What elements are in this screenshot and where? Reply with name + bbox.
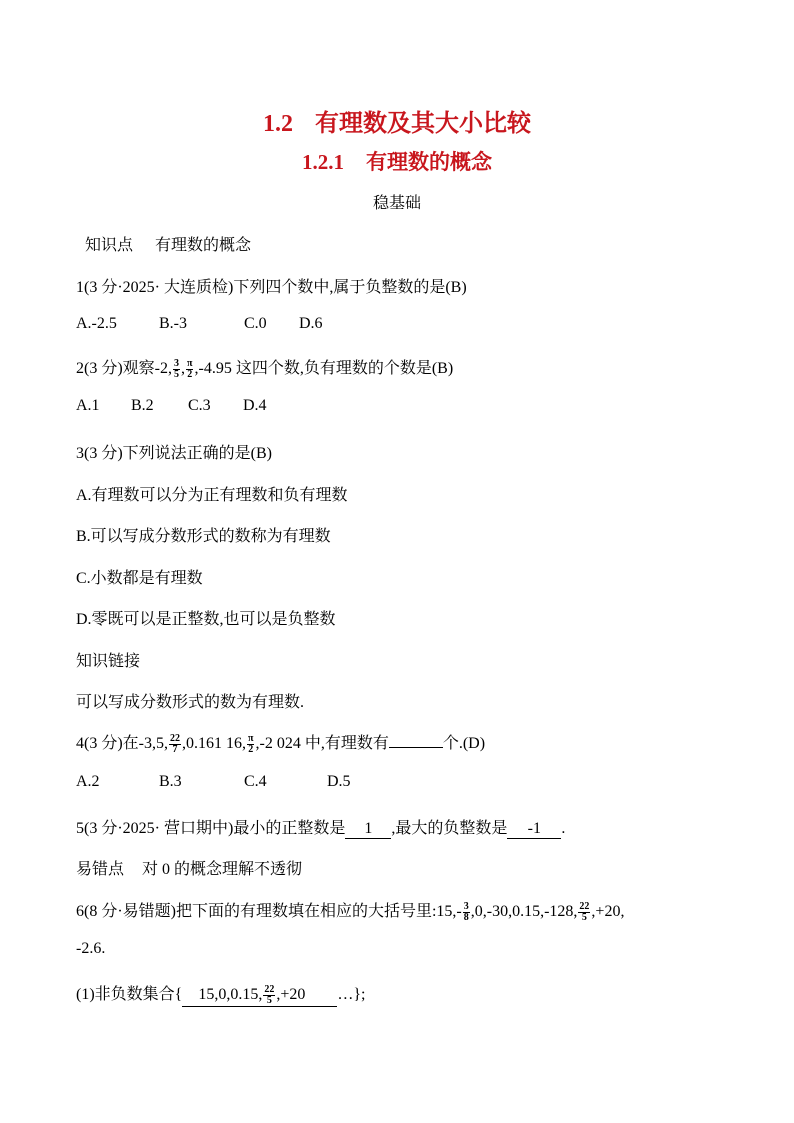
fraction-denominator: 2	[187, 368, 193, 380]
question-6-middle: ,0,-30,0.15,-128,	[470, 903, 578, 920]
section-title	[0, 103, 794, 138]
separator: ,	[181, 360, 185, 377]
fraction-numerator: π	[187, 357, 193, 369]
answer-blank-1: 1	[345, 820, 391, 839]
fraction-numerator: 22	[264, 983, 275, 995]
question-2-stem	[76, 355, 453, 380]
question-6-stem	[76, 898, 624, 923]
option-c: C.0	[244, 315, 267, 332]
question-4-suffix: ,-2 024 中,有理数有	[255, 735, 389, 752]
fraction-numerator: 3	[174, 357, 179, 369]
error-point-topic: 对 0 的概念理解不透彻	[142, 861, 303, 878]
question-3-option-d: D.零既可以是正整数,也可以是负整数	[76, 611, 336, 628]
question-6-line2: -2.6.	[76, 940, 106, 957]
level-heading: 稳基础	[372, 195, 421, 212]
knowledge-point-topic: 有理数的概念	[155, 237, 252, 254]
fraction	[263, 985, 275, 1006]
knowledge-point-label: 知识点	[85, 237, 134, 254]
fraction-numerator: 3	[463, 900, 469, 912]
option-a: A.-2.5	[76, 315, 117, 332]
fraction	[169, 734, 181, 755]
error-point-heading	[76, 856, 302, 879]
question-6-suffix: ,+20,	[591, 903, 625, 920]
subsection-title-text: 有理数的概念	[366, 150, 492, 174]
sub1-end: …};	[337, 986, 366, 1003]
option-b: B.3	[159, 773, 182, 790]
answer-part-b: ,+20	[276, 986, 306, 1003]
fraction-denominator: 7	[172, 743, 178, 755]
subsection-number: 1.2.1	[302, 150, 344, 174]
fraction-denominator: 5	[266, 994, 272, 1006]
subsection-title	[0, 146, 794, 176]
fraction-denominator: 8	[463, 911, 469, 923]
fraction	[578, 902, 590, 923]
question-5-part1: 5(3 分·2025· 营口期中)最小的正整数是	[76, 820, 346, 837]
option-b: B.-3	[159, 315, 187, 332]
question-2-suffix: ,-4.95 这四个数,负有理数的个数是(B)	[194, 360, 454, 377]
option-a: A.2	[76, 773, 100, 790]
knowledge-point-heading	[85, 232, 251, 255]
option-d: D.4	[243, 397, 267, 414]
question-4-prefix: 4(3 分)在-3,5,	[76, 735, 168, 752]
fraction-numerator: 22	[170, 732, 180, 744]
knowledge-link-text: 可以写成分数形式的数为有理数.	[76, 694, 305, 711]
knowledge-link-label: 知识链接	[76, 653, 141, 670]
option-b: B.2	[131, 397, 154, 414]
option-d: D.5	[327, 773, 351, 790]
fraction	[247, 734, 254, 755]
question-4-end: 个.(D)	[442, 735, 486, 752]
question-3-option-a: A.有理数可以分为正有理数和负有理数	[76, 487, 348, 504]
question-5-end: .	[561, 820, 566, 837]
question-3-option-c: C.小数都是有理数	[76, 570, 203, 587]
question-4-options	[76, 773, 351, 791]
fraction-denominator: 5	[581, 911, 587, 923]
question-6-sub1	[76, 981, 366, 1007]
question-4-stem	[76, 730, 485, 755]
option-c: C.3	[188, 397, 211, 414]
question-5-part2: ,最大的负整数是	[391, 820, 508, 837]
fraction	[463, 902, 470, 923]
option-c: C.4	[244, 773, 267, 790]
option-d: D.6	[299, 315, 323, 332]
question-2-prefix: 2(3 分)观察-2,	[76, 360, 172, 377]
question-3-option-b: B.可以写成分数形式的数称为有理数	[76, 528, 331, 545]
question-1-stem: 1(3 分·2025· 大连质检)下列四个数中,属于负整数的是(B)	[76, 279, 467, 296]
fraction	[173, 359, 180, 380]
question-2-options	[76, 397, 267, 415]
fraction-numerator: π	[248, 732, 254, 744]
answer-blank-2: -1	[507, 820, 561, 839]
answer-blank	[182, 985, 337, 1007]
question-3-stem: 3(3 分)下列说法正确的是(B)	[76, 445, 272, 462]
question-1-options	[76, 315, 323, 333]
section-title-text: 有理数及其大小比较	[315, 111, 531, 137]
section-number: 1.2	[263, 111, 293, 137]
error-point-label: 易错点	[76, 861, 125, 878]
question-6-prefix: 6(8 分·易错题)把下面的有理数填在相应的大括号里:15,-	[76, 903, 462, 920]
fraction-numerator: 22	[579, 900, 590, 912]
fraction	[186, 359, 193, 380]
question-5-stem	[76, 815, 565, 839]
answer-blank	[389, 747, 443, 748]
fraction-denominator: 5	[174, 368, 179, 380]
question-4-middle: ,0.161 16,	[182, 735, 246, 752]
answer-part-a: 15,0,0.15,	[198, 986, 263, 1003]
option-a: A.1	[76, 397, 100, 414]
sub1-label: (1)非负数集合{	[76, 986, 183, 1003]
fraction-denominator: 2	[248, 743, 254, 755]
